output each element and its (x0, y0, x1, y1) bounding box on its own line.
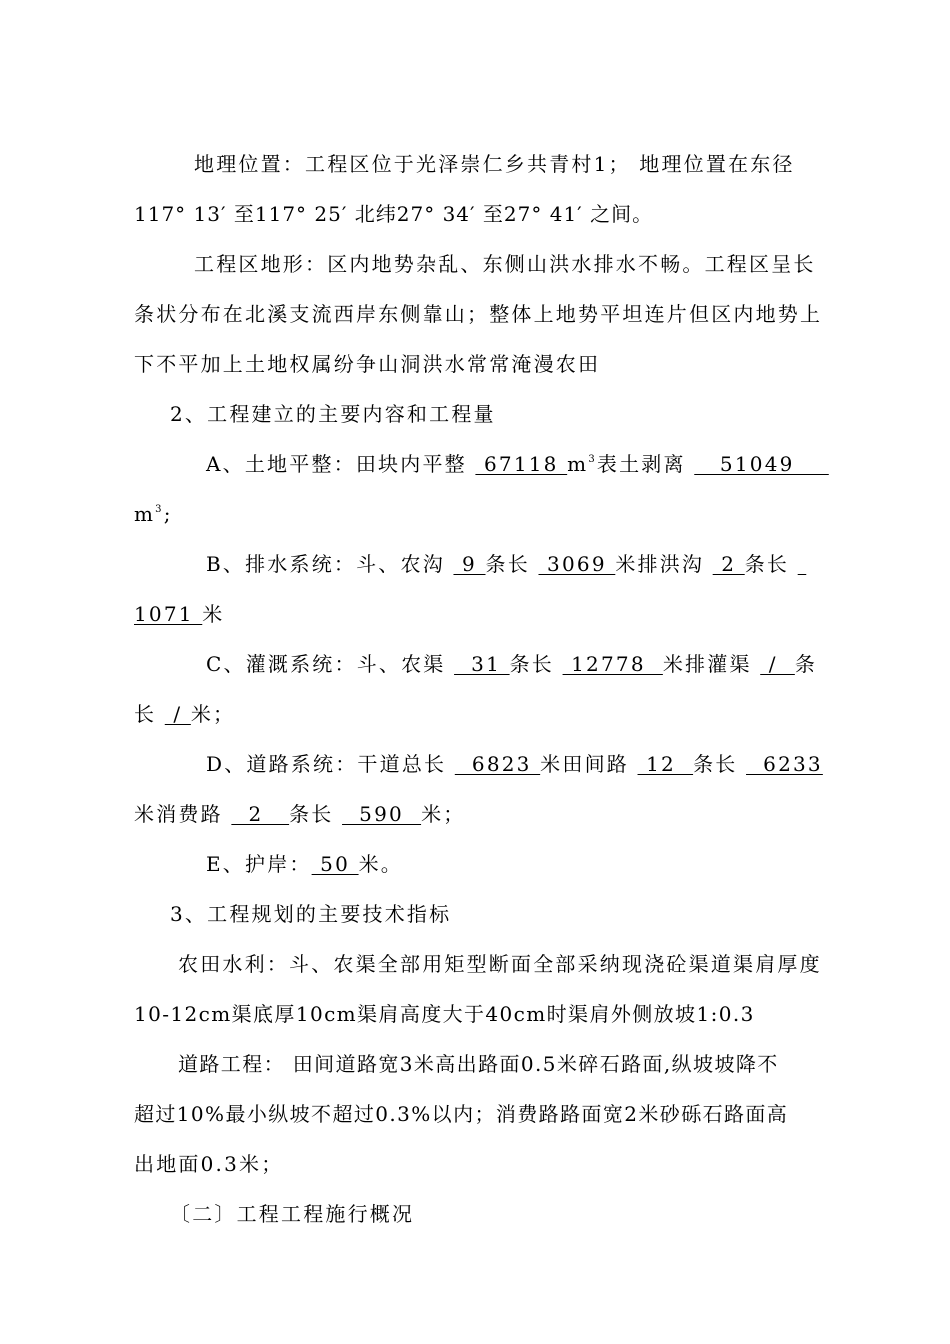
section-heading-ii: 〔二〕工程工程施行概况 (170, 1202, 415, 1226)
road-spec-line-2: 超过10%最小纵坡不超过0.3%以内；消费路路面宽2米砂砾石路面高 (134, 1102, 789, 1126)
item-c-value-2: 12778 (562, 652, 663, 676)
unit-m: m (567, 452, 589, 476)
item-c-irrigation (206, 651, 817, 677)
item-d-value-2: 12 (637, 752, 694, 776)
item-d-text-1: 米田间路 (540, 752, 638, 776)
item-b-value-1: 9 (453, 552, 486, 576)
unit-sup: 3 (155, 504, 164, 515)
item-d-text-4: 条长 (289, 802, 343, 826)
item-b-drainage (206, 551, 806, 577)
item-d-value-4: 2 (231, 802, 290, 826)
item-c-value-4: / (164, 702, 191, 726)
item-c-text-1: 条长 (509, 652, 563, 676)
unit-sup: 3 (588, 454, 597, 465)
item-d-text-3: 米消费路 (134, 802, 232, 826)
item-a-value-2: 51049 (694, 452, 829, 476)
item-a-land-leveling (206, 451, 829, 477)
item-d-value-5: 590 (342, 802, 422, 826)
item-d-text-2: 条长 (693, 752, 747, 776)
item-b-text-3: 条长 (744, 552, 798, 576)
item-c-text-2: 米排灌渠 (662, 652, 761, 676)
irrigation-spec-line-2: 10-12cm渠底厚10cm渠肩高度大于40cm时渠肩外侧放坡1:0.3 (134, 1002, 755, 1026)
terrain-paragraph-line-2: 条状分布在北溪支流西岸东侧靠山；整体上地势平坦连片但区内地势上 (134, 302, 823, 326)
unit-m: m (134, 502, 156, 526)
item-e-text-1: 米。 (358, 852, 403, 876)
irrigation-spec-line-1: 农田水利：斗、农渠全部用矩型断面全部采纳现浇砼渠道渠肩厚度 (178, 952, 822, 976)
item-b-value-5: 1071 (134, 602, 203, 626)
item-d-label: D、道路系统：干道总长 (206, 752, 455, 776)
item-d-roads (206, 751, 823, 777)
item-c-text-5: 米； (190, 702, 236, 726)
item-c-continuation (134, 701, 235, 727)
item-b-text-2: 米排洪沟 (615, 552, 713, 576)
item-c-value-1: 31 (454, 652, 510, 676)
road-spec-line-3: 出地面0.3米； (134, 1152, 284, 1176)
item-a-text: 表土剥离 (596, 452, 695, 476)
item-b-value-3: 2 (712, 552, 745, 576)
item-d-continuation (134, 801, 465, 827)
item-b-text-1: 条长 (485, 552, 539, 576)
location-paragraph-line-1: 地理位置：工程区位于光泽崇仁乡共青村1； 地理位置在东径 (194, 152, 795, 176)
item-d-text-5: 米； (421, 802, 466, 826)
item-e-value-1: 50 (311, 852, 359, 876)
item-c-value-3: / (760, 652, 795, 676)
item-c-label: C、灌溉系统：斗、农渠 (206, 652, 455, 676)
punctuation: ; (163, 502, 173, 526)
item-e-revetment (206, 851, 403, 877)
item-c-text-3: 条 (794, 652, 818, 676)
location-paragraph-line-2: 117° 13′ 至117° 25′ 北纬27° 34′ 至27° 41′ 之间。 (134, 202, 654, 226)
road-spec-line-1: 道路工程： 田间道路宽3米高出路面0.5米碎石路面,纵坡坡降不 (178, 1052, 779, 1076)
item-a-value-1: 67118 (475, 452, 568, 476)
item-b-continuation (134, 601, 224, 627)
section-heading-2: 2、工程建立的主要内容和工程量 (170, 402, 496, 426)
item-a-label: A、土地平整：田块内平整 (206, 452, 476, 476)
item-c-text-4: 长 (134, 702, 165, 726)
item-b-label: B、排水系统：斗、农沟 (206, 552, 454, 576)
item-b-value-2: 3069 (538, 552, 616, 576)
terrain-paragraph-line-1: 工程区地形：区内地势杂乱、东侧山洪水排水不畅。工程区呈长 (194, 252, 816, 276)
item-d-value-3: 6233 (746, 752, 823, 776)
item-b-value-4 (798, 552, 807, 576)
terrain-paragraph-line-3: 下不平加上土地权属纷争山洞洪水常常淹漫农田 (134, 352, 601, 376)
item-a-continuation (134, 501, 173, 527)
item-e-label: E、护岸： (206, 852, 312, 876)
item-d-value-1: 6823 (454, 752, 541, 776)
item-b-text-4: 米 (202, 602, 225, 626)
section-heading-3: 3、工程规划的主要技术指标 (170, 902, 452, 926)
